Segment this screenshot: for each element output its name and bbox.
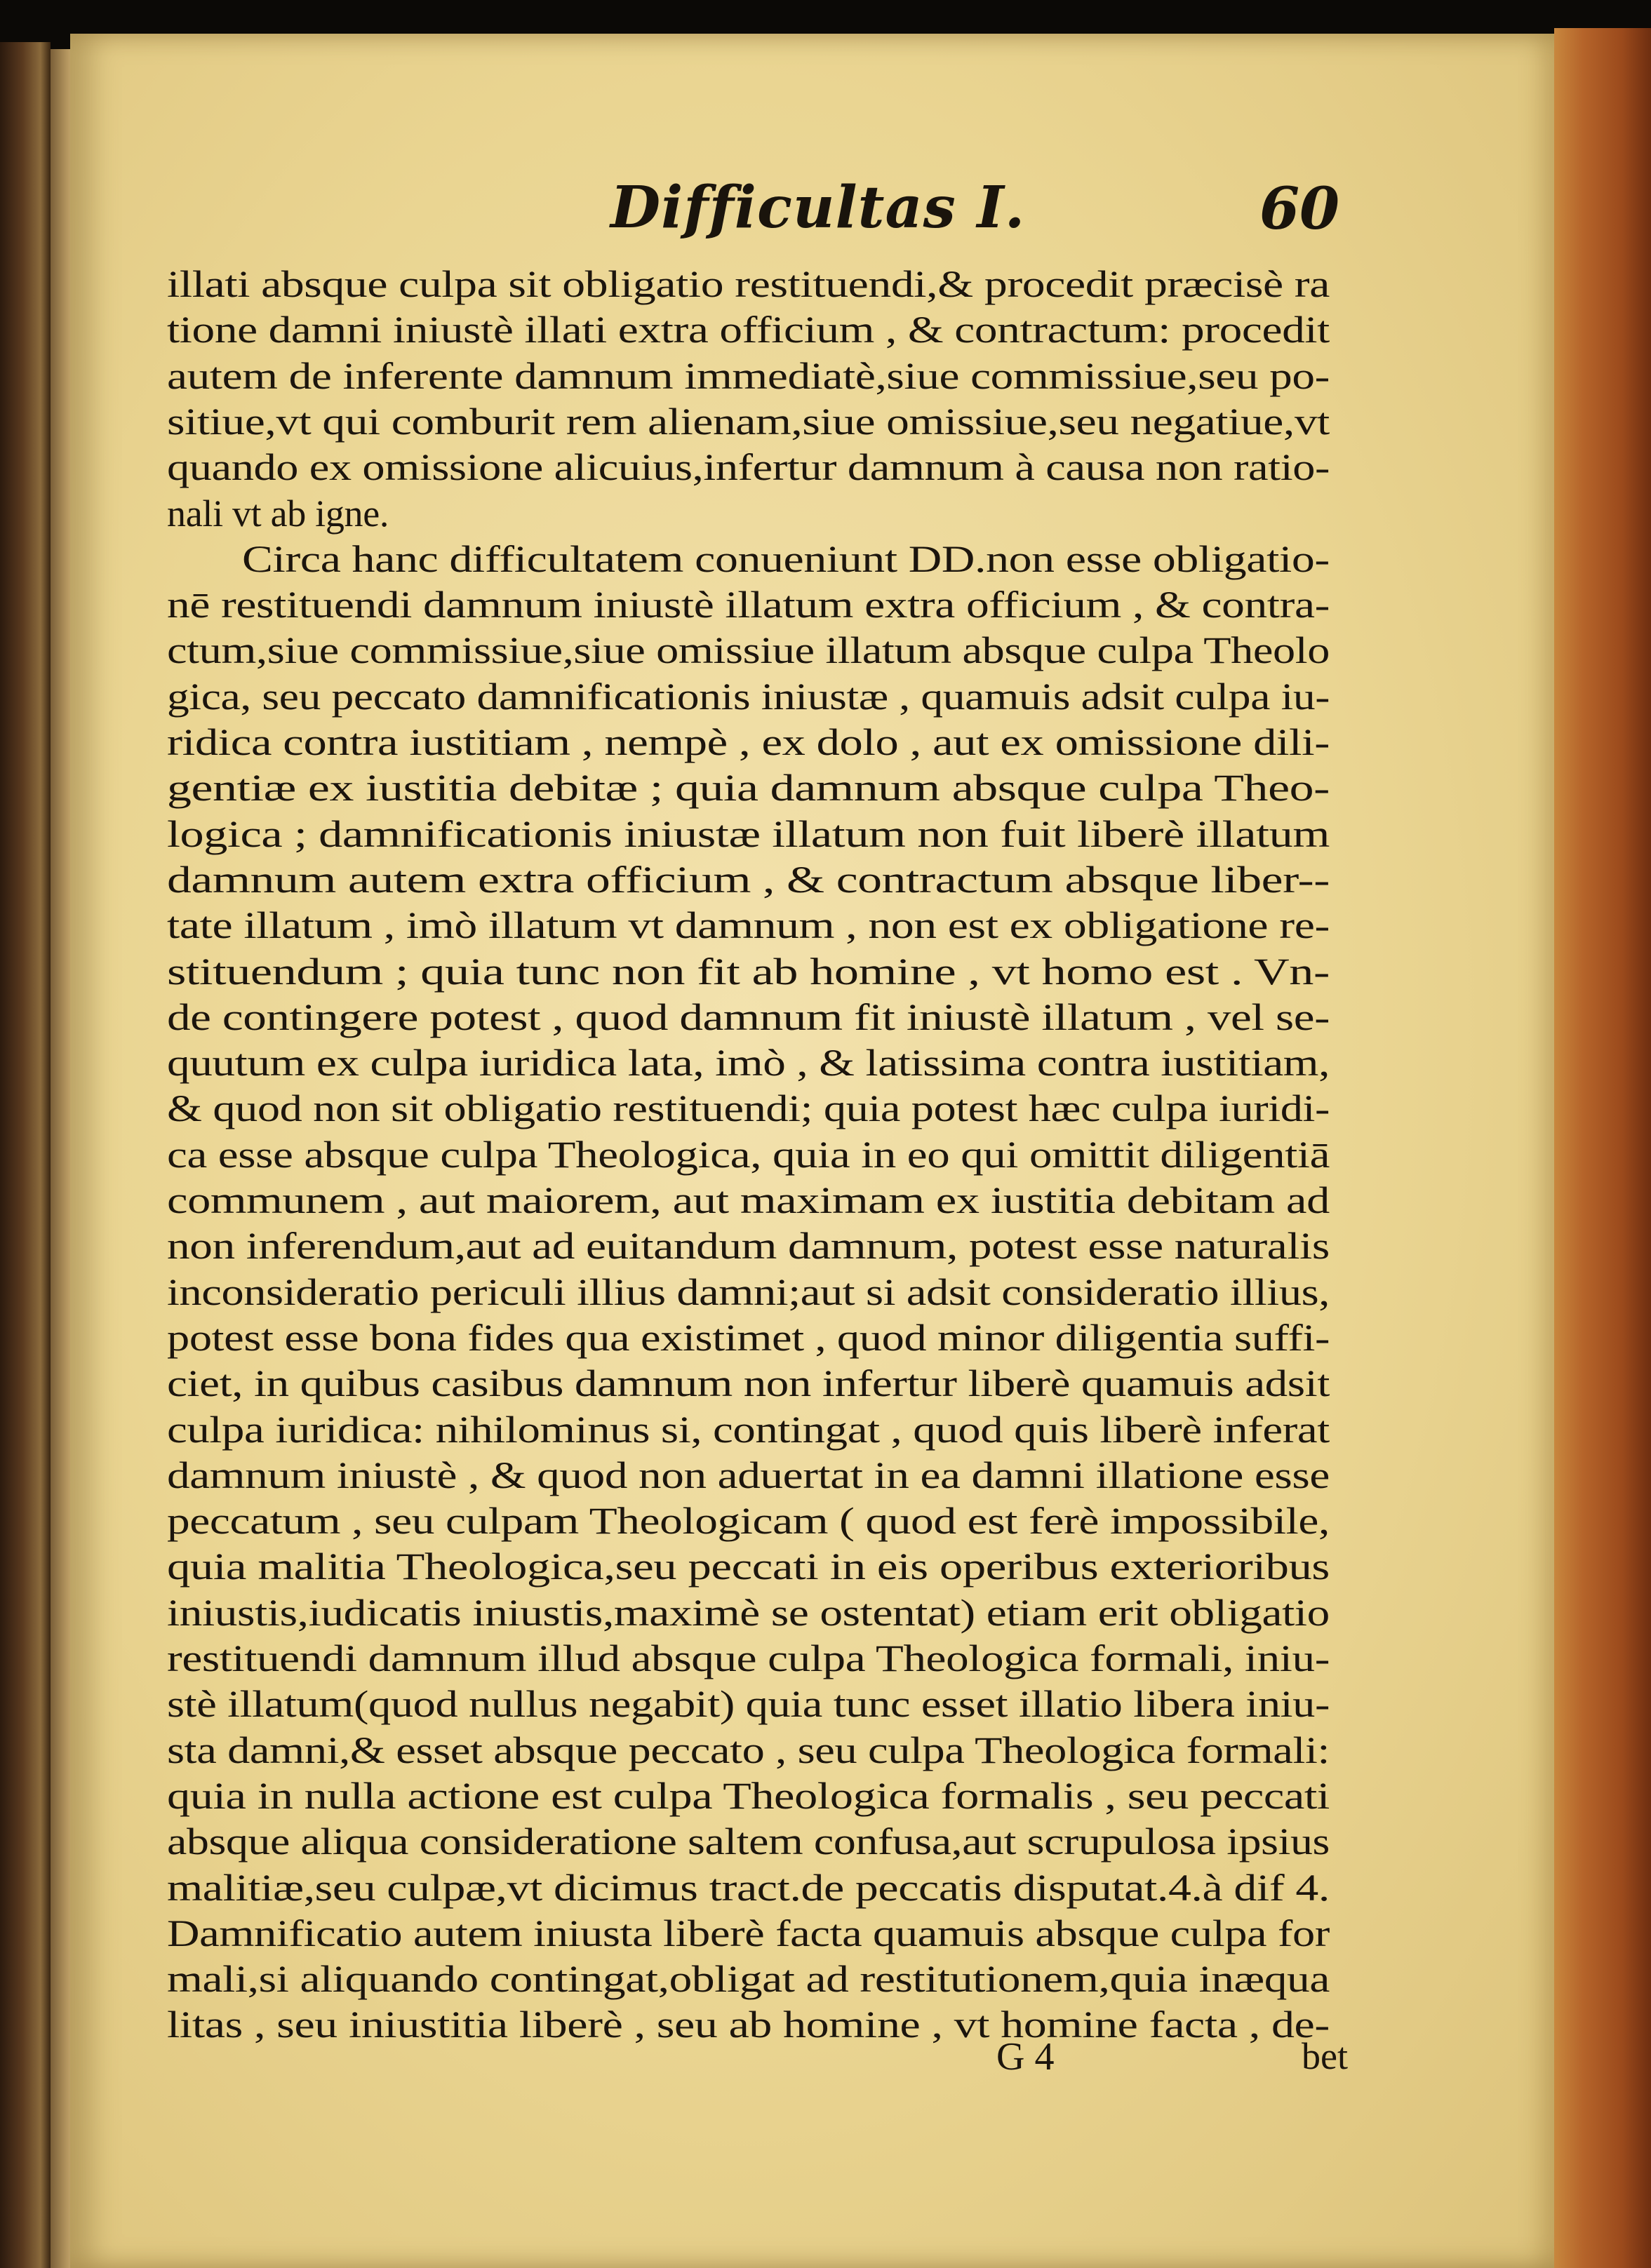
text-line: stituendum ; quia tunc non fit ab homine , vt homo est . Vn- xyxy=(167,950,1330,993)
text-line: autem de inferente damnum immediatè,siue commissiue,seu po- xyxy=(167,354,1330,397)
signature-mark: G 4 xyxy=(996,2035,1055,2079)
text-line: damnum iniustè , & quod non aduertat in ea damni illatione esse xyxy=(167,1454,1330,1496)
text-line: Circa hanc difficultatem conueniunt DD.non esse obligatio- xyxy=(242,537,1330,580)
text-line: ciet, in quibus casibus damnum non infertur liberè quamuis adsit xyxy=(167,1362,1330,1405)
text-line: communem , aut maiorem, aut maximam ex iustitia debitam ad xyxy=(167,1179,1330,1221)
text-line: gentiæ ex iustitia debitæ ; quia damnum absque culpa Theo- xyxy=(167,767,1330,810)
text-line: restituendi damnum illud absque culpa Theologica formali, iniu- xyxy=(167,1637,1330,1679)
text-line: tione damni iniustè illati extra officium , & contractum: procedit xyxy=(167,309,1330,351)
text-line: quutum ex culpa iuridica lata, imò , & latissima contra iustitiam, xyxy=(167,1042,1330,1085)
text-line: tate illatum , imò illatum vt damnum , non est ex obligatione re- xyxy=(167,904,1330,947)
text-line: mali,si aliquando contingat,obligat ad restitutionem,quia inæqua xyxy=(167,1958,1330,2001)
text-line: gica, seu peccato damnificationis iniustæ , quamuis adsit culpa iu- xyxy=(167,675,1330,718)
page-number: 60 xyxy=(1259,175,1340,243)
text-line: sitiue,vt qui comburit rem alienam,siue omissiue,seu negatiue,vt xyxy=(167,400,1330,443)
text-line: quia malitia Theologica,seu peccati in eis operibus exterioribus xyxy=(167,1545,1330,1588)
text-line: de contingere potest , quod damnum fit iniustè illatum , vel se- xyxy=(167,995,1330,1038)
text-line: & quod non sit obligatio restituendi; quia potest hæc culpa iuridi- xyxy=(167,1087,1330,1130)
text-line: absque aliqua consideratione saltem confusa,aut scrupulosa ipsius xyxy=(167,1820,1330,1863)
text-line: quando ex omissione alicuius,infertur damnum à causa non ratio- xyxy=(167,446,1330,489)
running-head: Difficultas I. xyxy=(610,174,1026,241)
text-line: Damnificatio autem iniusta liberè facta quamuis absque culpa for xyxy=(167,1912,1330,1954)
text-line: inconsideratio periculi illius damni;aut si adsit consideratio illius, xyxy=(167,1270,1330,1313)
text-line: iniustis,iudicatis iniustis,maximè se ostentat) etiam erit obligatio xyxy=(167,1591,1330,1634)
text-line: peccatum , seu culpam Theologicam ( quod est ferè impossibile, xyxy=(167,1500,1330,1543)
text-line: culpa iuridica: nihilominus si, contingat , quod quis liberè inferat xyxy=(167,1408,1330,1451)
text-line: illati absque culpa sit obligatio restituendi,& procedit præcisè ra xyxy=(167,263,1330,305)
text-line: damnum autem extra officium , & contractum absque liber-- xyxy=(167,858,1330,901)
text-line: stè illatum(quod nullus negabit) quia tunc esset illatio libera iniu- xyxy=(167,1683,1330,1726)
text-line: nali vt ab igne. xyxy=(167,492,389,535)
text-line: logica ; damnificationis iniustæ illatum non fuit liberè illatum xyxy=(167,812,1330,855)
text-line: nē restituendi damnum iniustè illatum extra officium , & contra- xyxy=(167,584,1330,626)
text-line: quia in nulla actione est culpa Theologica formalis , seu peccati xyxy=(167,1774,1330,1817)
text-line: sta damni,& esset absque peccato , seu culpa Theologica formali: xyxy=(167,1729,1330,1771)
text-line: ctum,siue commissiue,siue omissiue illatum absque culpa Theolo xyxy=(167,629,1330,672)
page-fore-edge xyxy=(1554,28,1651,2268)
catchword: bet xyxy=(1302,2035,1348,2077)
left-page-edge xyxy=(0,42,51,2268)
text-line: ca esse absque culpa Theologica, quia in eo qui omittit diligentiā xyxy=(167,1133,1330,1176)
text-line: litas , seu iniustitia liberè , seu ab homine , vt homine facta , de- xyxy=(167,2004,1330,2046)
text-line: ridica contra iustitiam , nempè , ex dolo , aut ex omissione dili- xyxy=(167,721,1330,763)
text-line: malitiæ,seu culpæ,vt dicimus tract.de peccatis disputat.4.à dif 4. xyxy=(167,1866,1330,1909)
text-line: non inferendum,aut ad euitandum damnum, potest esse naturalis xyxy=(167,1225,1330,1268)
text-line: potest esse bona fides qua existimet , quod minor diligentia suffi- xyxy=(167,1316,1330,1359)
